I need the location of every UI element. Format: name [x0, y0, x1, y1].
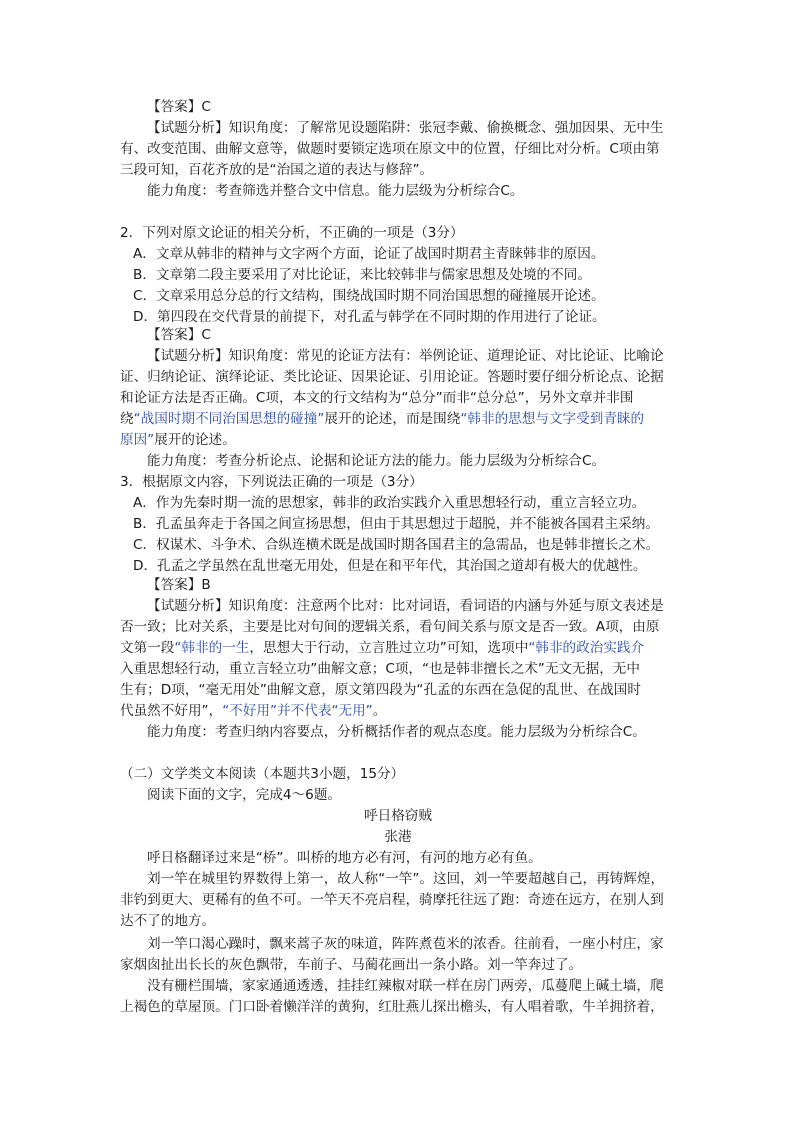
story-line: 家烟囱扯出长长的灰色飘带，车前子、马蔺花画出一条小路。刘一竿奔过了。 — [120, 957, 583, 973]
quote-highlight: 原因” — [120, 432, 155, 448]
analysis-line: 【试题分析】知识角度：了解常见设题陷阱：张冠李戴、偷换概念、强加因果、无中生 — [147, 120, 664, 136]
question-2-stem: 2．下列对原文论证的相关分析，不正确的一项是（3分） — [120, 225, 464, 241]
instruction-line: 阅读下面的文字，完成4～6题。 — [147, 787, 342, 803]
story-paragraph: 刘一竿在城里钓界数得上第一，故人称“一竿”。这回，刘一竿要超越自己，再铸辉煌， — [147, 871, 665, 887]
option-d: D．第四段在交代背景的前提下，对孔孟与韩学在不同时期的作用进行了论证。 — [133, 309, 606, 325]
answer-label: 【答案】B — [147, 577, 211, 593]
story-title: 呼日格窃贼 — [364, 808, 432, 824]
answer-label: 【答案】C — [147, 99, 211, 115]
analysis-line: 有、改变范围、曲解文意等，做题时要锁定选项在原文中的位置，仔细比对分析。C项由第 — [120, 141, 660, 157]
story-line: 非钓到更大、更稀有的鱼不可。一竿天不亮启程，骑摩托往远了跑：奇迹在远方，在别人到 — [120, 892, 664, 908]
option-a: A．作为先秦时期一流的思想家，韩非的政治实践介入重思想轻行动，重立言轻立功。 — [133, 495, 646, 511]
text-run: 。 — [372, 703, 387, 719]
ability-line: 能力角度：考查归纳内容要点，分析概括作者的观点态度。能力层级为分析综合C。 — [147, 724, 646, 740]
analysis-line: 和论证方法是否正确。C项，本文的行文结构为“总分”而非“总分总”，另外文章并非围 — [120, 390, 634, 406]
ability-line: 能力角度：考查分析论点、论据和论证方法的能力。能力层级为分析综合C。 — [147, 453, 606, 469]
analysis-line: 生有；D项，“毫无用处”曲解文意，原文第四段为“孔孟的东西在急促的乱世、在战国时 — [120, 682, 641, 698]
option-d: D．孔孟之学虽然在乱世毫无用处，但是在和平年代，其治国之道却有极大的优越性。 — [133, 558, 647, 574]
analysis-line — [120, 638, 676, 659]
text-run: 展开的论述。 — [154, 432, 236, 448]
analysis-line — [120, 430, 676, 451]
quote-highlight: “战国时期不同治国思想的碰撞” — [133, 411, 325, 427]
option-b: B．文章第二段主要采用了对比论证，来比较韩非与儒家思想及处境的不同。 — [133, 267, 591, 283]
option-c: C．权谋术、斗争术、合纵连横术既是战国时期各国君主的急需品，也是韩非擅长之术。 — [133, 537, 660, 553]
question-3-stem: 3．根据原文内容，下列说法正确的一项是（3分） — [120, 474, 423, 490]
option-c: C．文章采用总分总的行文结构，围绕战国时期不同治国思想的碰撞展开论述。 — [133, 288, 605, 304]
text-run: 文第一段 — [120, 640, 175, 656]
quote-highlight: “韩非的思想与文字受到青睐的 — [460, 411, 645, 427]
text-run: ，思想大于行动，立言胜过立功”可知，选项中 — [249, 640, 529, 656]
analysis-line: 三段可知，百花齐放的是“治国之道的表达与修辞”。 — [120, 162, 434, 178]
story-paragraph: 没有栅栏围墙，家家通通透透，挂挂红辣椒对联一样在房门两旁，瓜蔓爬上碱土墙，爬 — [147, 978, 664, 994]
analysis-line — [120, 701, 676, 722]
analysis-line: 否一致；比对关系，主要是比对句间的逻辑关系，看句间关系与原文是否一致。A项，由原 — [120, 619, 660, 635]
analysis-line: 入重思想轻行动，重立言轻立功”曲解文意；C项，“也是韩非擅长之术”无文无据，无中 — [120, 661, 640, 677]
answer-label: 【答案】C — [147, 327, 211, 343]
analysis-line: 【试题分析】知识角度：注意两个比对：比对词语，看词语的内涵与外延与原文表述是 — [147, 598, 664, 614]
option-a: A．文章从韩非的精神与文字两个方面，论证了战国时期君主青睐韩非的原因。 — [133, 246, 605, 262]
quote-highlight: “不好用”并不代表“无用” — [222, 703, 373, 719]
story-author: 张港 — [384, 829, 412, 845]
analysis-line — [120, 409, 676, 430]
analysis-line: 【试题分析】知识角度：常见的论证方法有：举例论证、道理论证、对比论证、比喻论 — [147, 348, 664, 364]
story-line: 上褐色的草屋顶。门口卧着懒洋洋的黄狗，红肚燕儿探出檐头，有人唱着歌，牛羊拥挤着， — [120, 999, 664, 1015]
story-line: 达不了的地方。 — [120, 913, 216, 929]
section-heading: （二）文学类文本阅读（本题共3小题，15分） — [120, 766, 405, 782]
quote-highlight: “韩非的政治实践介 — [528, 640, 645, 656]
option-b: B．孔孟虽奔走于各国之间宣扬思想，但由于其思想过于超脱，并不能被各国君主采纳。 — [133, 516, 659, 532]
story-paragraph: 刘一竿口渴心躁时，飘来蒿子灰的味道，阵阵煮苞米的浓香。往前看，一座小村庄，家 — [147, 936, 664, 952]
quote-highlight: “韩非的一生 — [174, 640, 250, 656]
ability-line: 能力角度：考查筛选并整合文中信息。能力层级为分析综合C。 — [147, 183, 524, 199]
text-run: 代虽然不好用”， — [120, 703, 223, 719]
text-run: 展开的论述，而是围绕 — [324, 411, 461, 427]
story-paragraph: 呼日格翻译过来是“桥”。叫桥的地方必有河，有河的地方必有鱼。 — [147, 850, 542, 866]
analysis-line: 证、归纳论证、演绎论证、类比论证、因果论证、引用论证。答题时要仔细分析论点、论据 — [120, 369, 664, 385]
text-run: 绕 — [120, 411, 134, 427]
